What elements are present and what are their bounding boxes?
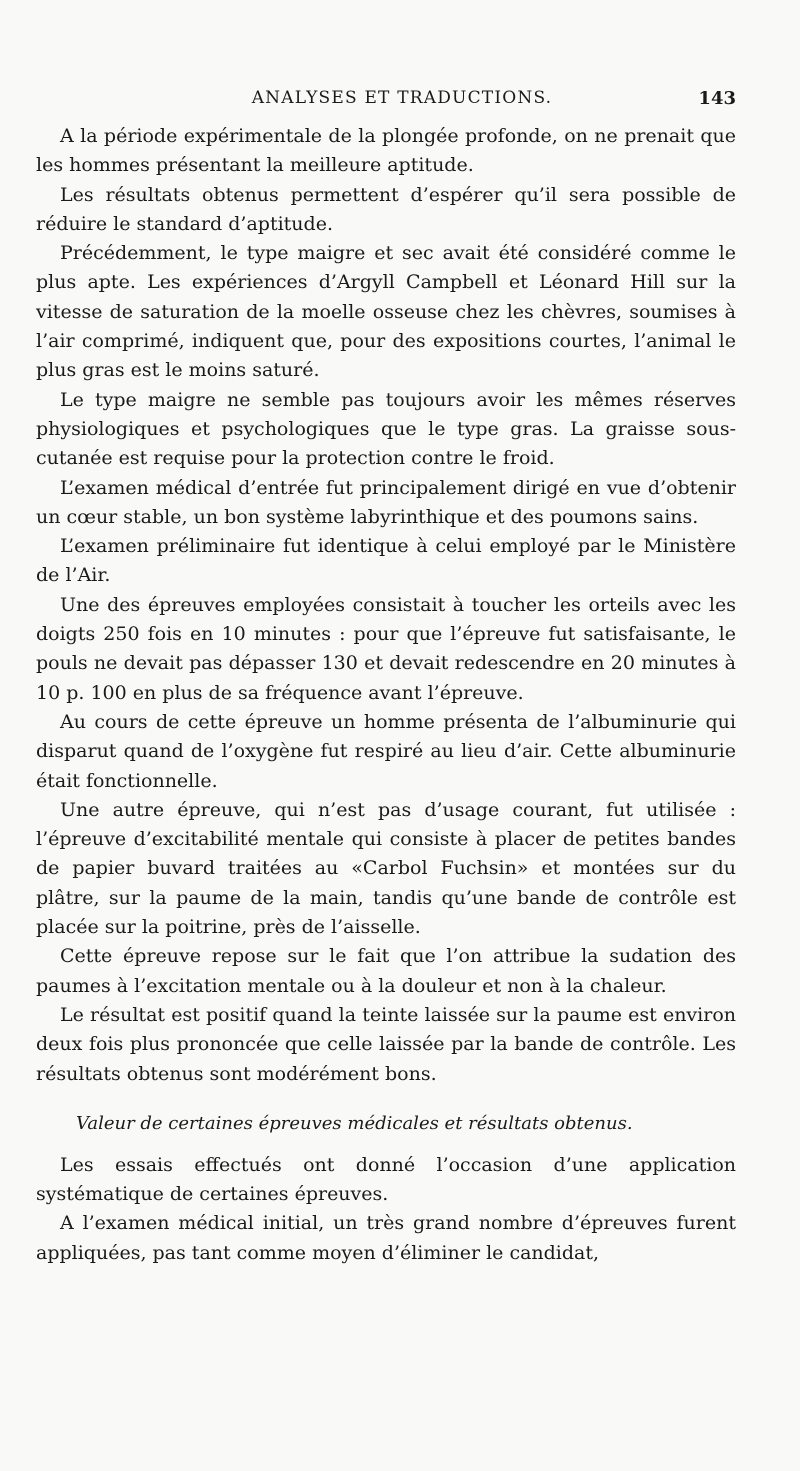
paragraph: Le résultat est positif quand la teinte laissée sur la paume est environ deux fois plus prononcée que celle laissée par la bande de contrôle. Les résultats obtenus sont modérément bons.: [36, 1003, 736, 1085]
paragraph: A l’examen médical initial, un très grand nombre d’épreuves furent appliquées, pas tant comme moyen d’éliminer le candidat,: [36, 1212, 736, 1264]
paragraph: Cette épreuve repose sur le fait que l’on attribue la sudation des paumes à l’excitation mentale ou à la douleur et non à la chaleur.: [36, 945, 736, 997]
paragraph: Une des épreuves employées consistait à toucher les orteils avec les doigts 250 fois en 10 minutes : pour que l’épreuve fut satisfaisante, le pouls ne devait pas dépasser 130 et devait redescendre en 20 minutes à 10 p. 100 en plus de sa fréquence avant l’épreuve.: [36, 593, 736, 704]
paragraph: Les essais effectués ont donné l’occasion d’une application systématique de certaines épreuves.: [36, 1153, 736, 1206]
paragraph: Le type maigre ne semble pas toujours avoir les mêmes réserves physiologiques et psychologiques que le type gras. La graisse sous-cutanée est requise pour la protection contre le froid.: [36, 388, 736, 470]
section-heading: Valeur de certaines épreuves médicales et résultats obtenus.: [76, 1112, 633, 1134]
paragraph: Précédemment, le type maigre et sec avait été considéré comme le plus apte. Les expériences d’Argyll Campbell et Léonard Hill sur la vitesse de saturation de la moelle osseuse chez les chèvres, soumises à l’air comprimé, indiquent que, pour des expositions courtes, l’animal le plus gras est le moins saturé.: [36, 242, 736, 382]
body-text: [36, 122, 736, 1268]
paragraph: L’examen préliminaire fut identique à celui employé par le Ministère de l’Air.: [36, 535, 736, 587]
page-header: [62, 88, 742, 116]
running-title: ANALYSES ET TRADUCTIONS.: [251, 88, 553, 108]
paragraph: Au cours de cette épreuve un homme présenta de l’albuminurie qui disparut quand de l’oxygène fut respiré au lieu d’air. Cette albuminurie était fonctionnelle.: [36, 710, 736, 792]
paragraph: Une autre épreuve, qui n’est pas d’usage courant, fut utilisée : l’épreuve d’excitabilité mentale qui consiste à placer de petites bandes de papier buvard traitées au «Carbol Fuchsin» et montées sur du plâtre, sur la paume de la main, tandis qu’une bande de contrôle est placée sur la poitrine, près de l’aisselle.: [36, 798, 736, 939]
page-number: 143: [698, 88, 736, 109]
paragraph: A la période expérimentale de la plongée profonde, on ne prenait que les hommes présentant la meilleure aptitude.: [36, 125, 736, 177]
paragraph: L’examen médical d’entrée fut principalement dirigé en vue d’obtenir un cœur stable, un bon système labyrinthique et des poumons sains.: [36, 476, 736, 528]
paragraph: Les résultats obtenus permettent d’espérer qu’il sera possible de réduire le standard d’aptitude.: [36, 183, 736, 235]
